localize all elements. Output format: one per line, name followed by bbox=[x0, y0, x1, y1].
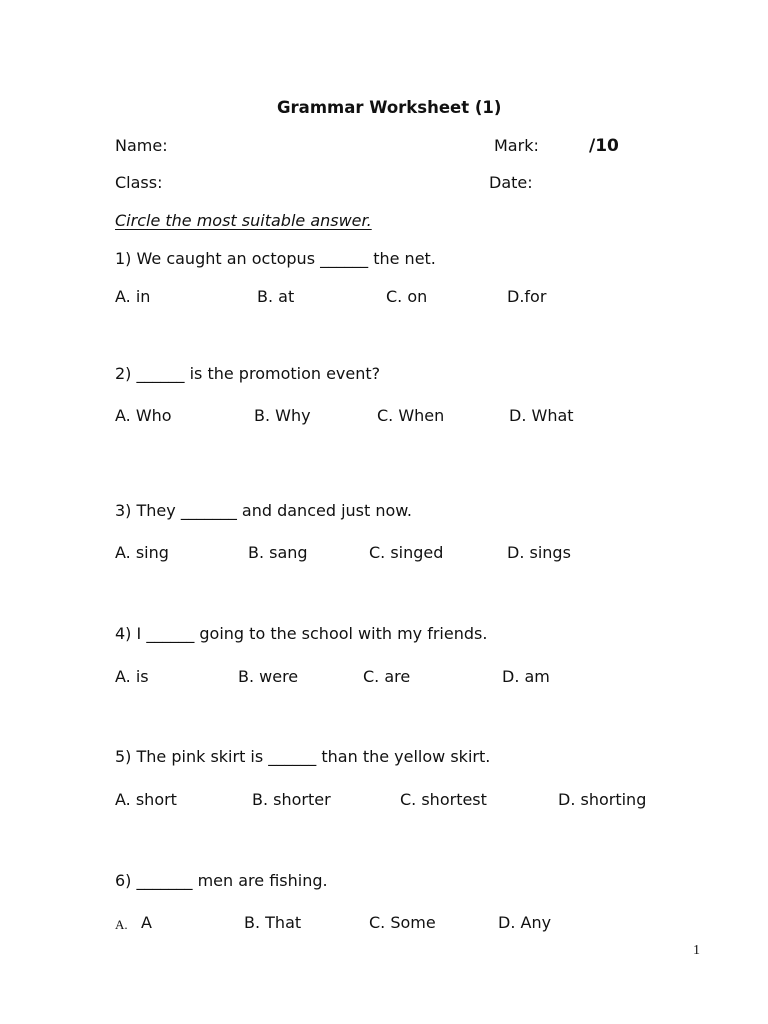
question-5-stem: 5) The pink skirt is ______ than the yellow skirt. bbox=[115, 747, 491, 766]
question-4-option-d: D. am bbox=[502, 667, 550, 686]
instruction-text: Circle the most suitable answer. bbox=[115, 211, 372, 230]
question-6-option-d: D. Any bbox=[498, 913, 552, 932]
question-5-option-d: D. shorting bbox=[558, 790, 647, 809]
name-label: Name: bbox=[115, 136, 168, 155]
question-3-option-a: A. sing bbox=[115, 543, 169, 562]
mark-total: /10 bbox=[589, 136, 619, 156]
date-label: Date: bbox=[489, 173, 533, 192]
question-5-option-c: C. shortest bbox=[400, 790, 487, 809]
question-3-option-b: B. sang bbox=[248, 543, 308, 562]
question-1-option-a: A. in bbox=[115, 287, 151, 306]
question-6-option-a-text: A bbox=[141, 913, 152, 932]
question-3-option-d: D. sings bbox=[507, 543, 571, 562]
question-5-option-b: B. shorter bbox=[252, 790, 331, 809]
question-6-option-a-letter: A. bbox=[115, 917, 128, 932]
mark-label: Mark: bbox=[494, 136, 539, 155]
page-number: 1 bbox=[693, 943, 700, 958]
question-6-option-c: C. Some bbox=[369, 913, 436, 932]
question-4-option-c: C. are bbox=[363, 667, 411, 686]
question-3-option-c: C. singed bbox=[369, 543, 444, 562]
class-label: Class: bbox=[115, 173, 163, 192]
question-2-option-c: C. When bbox=[377, 406, 445, 425]
question-2-option-b: B. Why bbox=[254, 406, 311, 425]
question-3-stem: 3) They _______ and danced just now. bbox=[115, 501, 412, 520]
question-4-option-a: A. is bbox=[115, 667, 149, 686]
question-1-option-d: D.for bbox=[507, 287, 547, 306]
page-title: Grammar Worksheet (1) bbox=[277, 98, 502, 117]
question-1-option-b: B. at bbox=[257, 287, 295, 306]
question-1-stem: 1) We caught an octopus ______ the net. bbox=[115, 249, 436, 268]
question-4-option-b: B. were bbox=[238, 667, 299, 686]
question-6-option-b: B. That bbox=[244, 913, 302, 932]
question-2-option-a: A. Who bbox=[115, 406, 172, 425]
question-6-stem: 6) _______ men are fishing. bbox=[115, 871, 328, 890]
question-2-stem: 2) ______ is the promotion event? bbox=[115, 364, 381, 383]
question-4-stem: 4) I ______ going to the school with my friends. bbox=[115, 624, 488, 643]
question-5-option-a: A. short bbox=[115, 790, 177, 809]
question-1-option-c: C. on bbox=[386, 287, 428, 306]
question-2-option-d: D. What bbox=[509, 406, 574, 425]
